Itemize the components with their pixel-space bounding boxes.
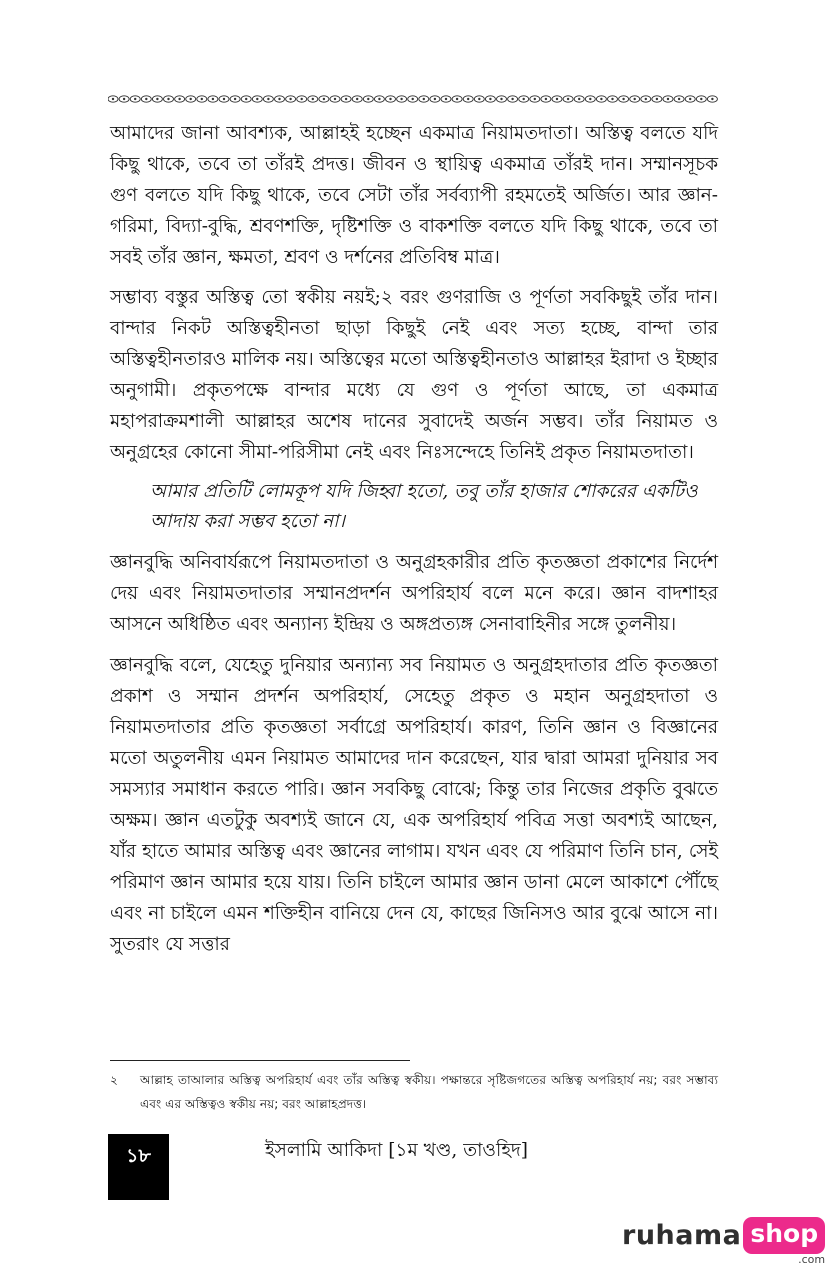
ornament-dot [423, 98, 425, 100]
poetry-quote: আমার প্রতিটি লোমকূপ যদি জিহ্বা হতো, তবু তাঁর হাজার শোকরের একটিও আদায় করা সম্ভব হতো না। [150, 481, 698, 532]
paragraph: জ্ঞানবুদ্ধি বলে, যেহেতু দুনিয়ার অন্যান্য সব নিয়ামত ও অনুগ্রহদাতার প্রতি কৃতজ্ঞতা প্রকাশ ও সম্মান প্রদর্শন অপরিহার্য, সেহেতু প্রকৃত ও মহান অনুগ্রহদাতা ও নিয়ামতদাতার প্রতি কৃতজ্ঞতা সর্বাগ্রে অপরিহার্য। কারণ, তিনি জ্ঞান ও বিজ্ঞানের মতো অতুলনীয় এমন নিয়ামত আমাদের দান করেছেন, যার দ্বারা আমরা দুনিয়ার সব সমস্যার সমাধান করতে পারি। জ্ঞান সবকিছু বোঝে; কিন্তু তার নিজের প্রকৃতি বুঝতে অক্ষম। জ্ঞান এতটুকু অবশ্যই জানে যে, এক অপরিহার্য পবিত্র সত্তা অবশ্যই আছেন, যাঁর হাতে আমার অস্তিত্ব এবং জ্ঞানের লাগাম। যখন এবং যে পরিমাণ তিনি চান, সেই পরিমাণ জ্ঞান আমার হয়ে যায়। তিনি চাইলে আমার জ্ঞান ডানা মেলে আকাশে পৌঁছে এবং না চাইলে এমন শক্তিহীন বানিয়ে দেন যে, কাছের জিনিসও আর বুঝে আসে না। সুতরাং যে সত্তার [110, 655, 718, 955]
ornament-dot [167, 98, 169, 100]
ornament-dot [711, 98, 713, 100]
ornament-dot [700, 98, 702, 100]
ornament-dot [489, 98, 491, 100]
ornament-dot [367, 98, 369, 100]
ornament-dot [400, 98, 402, 100]
ornament-dot [389, 98, 391, 100]
ornament-dot [545, 98, 547, 100]
ornament-dot [156, 98, 158, 100]
ornament-dot [201, 98, 203, 100]
ornament-dot [178, 98, 180, 100]
ornament-dot [634, 98, 636, 100]
ornament-dot [478, 98, 480, 100]
ornament-dot [323, 98, 325, 100]
footnote-text: আল্লাহ তাআলার অস্তিত্ব অপরিহার্য এবং তাঁর অস্তিত্ব স্বকীয়। পক্ষান্তরে সৃষ্টিজগতের অস্তিত্ব অপরিহার্য নয়; বরং সম্ভাব্য এবং এর অস্তিত্বও স্বকীয় নয়; বরং আল্লাহপ্রদত্ত। [140, 1073, 718, 1111]
logo-text-ruhama: ruhama [622, 1219, 742, 1251]
ornament-dot [278, 98, 280, 100]
ornament-dot [256, 98, 258, 100]
ornament-dot [234, 98, 236, 100]
ornament-dot [467, 98, 469, 100]
footnote-divider [110, 1060, 410, 1061]
page-number: ১৮ [126, 1145, 151, 1167]
ornament-dot [289, 98, 291, 100]
ornament-dot [212, 98, 214, 100]
ornament-dot [434, 98, 436, 100]
ornament-dot [134, 98, 136, 100]
ruhamashop-logo [622, 1210, 825, 1266]
ornament-dot [112, 98, 114, 100]
ornament-dot [622, 98, 624, 100]
ornament-dot [356, 98, 358, 100]
ornament-dot [267, 98, 269, 100]
paragraph: জ্ঞানবুদ্ধি অনিবার্যরূপে নিয়ামতদাতা ও অনুগ্রহকারীর প্রতি কৃতজ্ঞতা প্রকাশের নির্দেশ দেয় এবং নিয়ামতদাতার সম্মানপ্রদর্শন অপরিহার্য বলে মনে করে। জ্ঞান বাদশাহর আসনে অধিষ্ঠিত এবং অন্যান্য ইন্দ্রিয় ও অঙ্গপ্রত্যঙ্গ সেনাবাহিনীর সঙ্গে তুলনীয়। [110, 552, 718, 635]
ornament-dot [312, 98, 314, 100]
ornament-dot [378, 98, 380, 100]
logo-domain: .com [798, 1252, 825, 1266]
top-ornament-border [108, 92, 718, 106]
ornament-dot [589, 98, 591, 100]
ornament-dot [667, 98, 669, 100]
running-title: ইসলামি আকিদা [১ম খণ্ড, তাওহিদ] [265, 1140, 528, 1161]
ornament-dot [523, 98, 525, 100]
ornament-dot [334, 98, 336, 100]
ornament-dot [511, 98, 513, 100]
ornament-dot [145, 98, 147, 100]
page-number-box [108, 1134, 169, 1200]
ornament-dot [656, 98, 658, 100]
ornament-dot [190, 98, 192, 100]
ornament-dot [301, 98, 303, 100]
ornament-dot [611, 98, 613, 100]
ornament-dot [456, 98, 458, 100]
ornament-dot [223, 98, 225, 100]
ornament-dot [600, 98, 602, 100]
paragraph: আমাদের জানা আবশ্যক, আল্লাহই হচ্ছেন একমাত্র নিয়ামতদাতা। অস্তিত্ব বলতে যদি কিছু থাকে, তবে তা তাঁরই প্রদত্ত। জীবন ও স্থায়িত্ব একমাত্র তাঁরই দান। সম্মানসূচক গুণ বলতে যদি কিছু থাকে, তবে সেটা তাঁর সর্বব্যাপী রহমতেই অর্জিত। আর জ্ঞান-গরিমা, বিদ্যা-বুদ্ধি, শ্রবণশক্তি, দৃষ্টিশক্তি ও বাকশক্তি বলতে যদি কিছু থাকে, তবে তা সবই তাঁর জ্ঞান, ক্ষমতা, শ্রবণ ও দর্শনের প্রতিবিম্ব মাত্র। [110, 123, 718, 268]
ornament-dot [578, 98, 580, 100]
paragraph: সম্ভাব্য বস্তুর অস্তিত্ব তো স্বকীয় নয়ই;২ বরং গুণরাজি ও পূর্ণতা সবকিছুই তাঁর দান। বান্দার নিকট অস্তিত্বহীনতা ছাড়া কিছুই নেই এবং সত্য হচ্ছে, বান্দা তার অস্তিত্বহীনতারও মালিক নয়। অস্তিত্বের মতো অস্তিত্বহীনতাও আল্লাহর ইরাদা ও ইচ্ছার অনুগামী। প্রকৃতপক্ষে বান্দার মধ্যে যে গুণ ও পূর্ণতা আছে, তা একমাত্র মহাপরাক্রমশালী আল্লাহর অশেষ দানের সুবাদেই অর্জন সম্ভব। তাঁর নিয়ামত ও অনুগ্রহের কোনো সীমা-পরিসীমা নেই এবং নিঃসন্দেহে তিনিই প্রকৃত নিয়ামতদাতা। [110, 287, 718, 463]
main-text [110, 118, 718, 969]
ornament-dot [412, 98, 414, 100]
ornament-dot [445, 98, 447, 100]
ornament-dot [645, 98, 647, 100]
ornament-dot [500, 98, 502, 100]
ornament-dot [245, 98, 247, 100]
ornament-dot [534, 98, 536, 100]
ornament-dot [689, 98, 691, 100]
logo-text-shop: shop [743, 1217, 825, 1254]
ornament-dot [345, 98, 347, 100]
logo-shop-badge [743, 1217, 825, 1266]
ornament-dot [556, 98, 558, 100]
footnote-number: ২ [110, 1073, 118, 1087]
ornament-dot [567, 98, 569, 100]
ornament-dot [678, 98, 680, 100]
footnote [110, 1068, 718, 1116]
ornament-dot [123, 98, 125, 100]
